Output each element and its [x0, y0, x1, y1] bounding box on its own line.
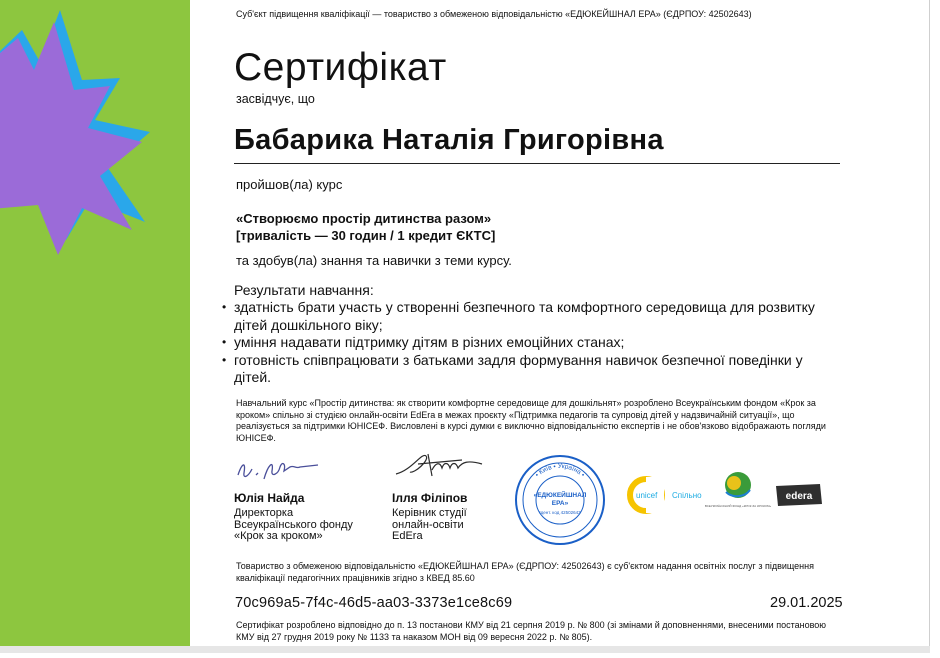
decorative-sidebar	[0, 0, 190, 653]
signatory-2-name: Ілля Філіпов	[392, 491, 468, 505]
recipient-name: Бабарика Наталія Григорівна	[234, 124, 664, 156]
signatory-2-role-line: онлайн-освіти	[392, 518, 464, 531]
bullet-icon: •	[222, 335, 227, 349]
signatory-2-role-line: EdEra	[392, 530, 423, 542]
edera-wordmark: edera	[785, 491, 813, 502]
signature-2-image	[392, 448, 492, 482]
results-list	[222, 299, 832, 387]
seal-center-line: «ЕДЮКЕЙШНАЛ	[533, 492, 587, 499]
certificate-date: 29.01.2025	[770, 595, 843, 611]
signatory-2-role-line: Керівник студії	[392, 507, 467, 519]
results-heading: Результати навчання:	[234, 282, 374, 298]
signatory-1-role-line: Всеукраїнського фонду	[234, 518, 353, 531]
course-title: «Створюємо простір дитинства разом»	[236, 211, 492, 226]
result-item-text: готовність співпрацювати з батьками задля формування навичок безпечної поведінки у дітей.	[234, 351, 803, 385]
result-item	[222, 334, 832, 352]
name-underline	[234, 163, 840, 164]
frame-edge-bottom	[0, 646, 930, 653]
certificate-id: 70c969a5-7f4c-46d5-aa03-3373e1ce8c69	[235, 595, 513, 611]
krok-caption: ВСЕУКРАЇНСЬКИЙ ФОНД «КРОК ЗА КРОКОМ»	[704, 504, 772, 508]
star-decoration	[0, 0, 190, 653]
signatory-1-role-line: Директорка	[234, 507, 294, 519]
result-item	[222, 299, 832, 334]
result-item-text: уміння надавати підтримку дітям в різних емоційних станах;	[234, 334, 625, 350]
seal-outer-text: • Київ • Україна •	[534, 462, 586, 479]
result-item-text: здатність брати участь у створенні безпечного та комфортного середовища для розвитку дітей дошкільного віку;	[234, 299, 815, 333]
edera-logo	[774, 482, 824, 508]
seal-code-text: Ідент. код 42502643	[539, 510, 581, 515]
certifies-text: засвідчує, що	[236, 92, 315, 106]
svg-text:• Київ • Україна •	[534, 463, 586, 479]
krok-za-krokom-logo	[704, 468, 772, 510]
certificate-title: Сертифікат	[234, 46, 447, 89]
bullet-icon: •	[222, 352, 227, 367]
unicef-spilno-logo	[628, 474, 706, 516]
footer-note: Сертифікат розроблено відповідно до п. 13 постанови КМУ від 21 серпня 2019 р. № 800 (зі змінами й доповненнями, внесеними постановою КМУ від 27 грудня 2019 року № 1133 та наказом МОН від 09 вересня 2022 р. № 805).	[236, 620, 827, 642]
course-about-text: Навчальний курс «Простір дитинства: як створити комфортне середовище для дошкільнят» розроблено Всеукраїнським фондом «Крок за кроком» спільно зі студією онлайн-освіти EdEra в межах проєкту «Підтримка педагогів та супровід дітей у надзвичайній ситуації», що реалізується за підтримки ЮНІСЕФ. Висловлені в курсі думки є виключно відповідальністю експертів і не обов'язково відображають погляди ЮНІСЕФ.	[236, 398, 826, 443]
seal-center-line: ЕРА»	[551, 500, 569, 507]
acquired-text: та здобув(ла) знання та навички з теми курсу.	[236, 253, 512, 268]
legal-note: Товариство з обмеженою відповідальністю «ЕДЮКЕЙШНАЛ ЕРА» (ЄДРПОУ: 42502643) є суб'єктом надання освітніх послуг з підвищення кваліфікації педагогічних працівників згідно з КВЕД 85.60	[236, 561, 814, 583]
bullet-icon: •	[222, 300, 227, 314]
signature-1-image	[234, 455, 324, 485]
spilno-wordmark: Спільно	[672, 491, 702, 500]
frame-edge-right	[929, 0, 930, 653]
result-item	[222, 352, 832, 387]
unicef-wordmark: unicef	[636, 491, 658, 500]
company-seal	[514, 454, 606, 546]
signatory-1-name: Юлія Найда	[234, 491, 305, 505]
signatory-1-role-line: «Крок за кроком»	[234, 530, 323, 542]
completed-text: пройшов(ла) курс	[236, 177, 343, 192]
course-duration: [тривалість — 30 годин / 1 кредит ЄКТС]	[236, 228, 496, 243]
provider-note: Суб'єкт підвищення кваліфікації — товариство з обмеженою відповідальністю «ЕДЮКЕЙШНАЛ ЕРА» (ЄДРПОУ: 42502643)	[236, 9, 752, 19]
